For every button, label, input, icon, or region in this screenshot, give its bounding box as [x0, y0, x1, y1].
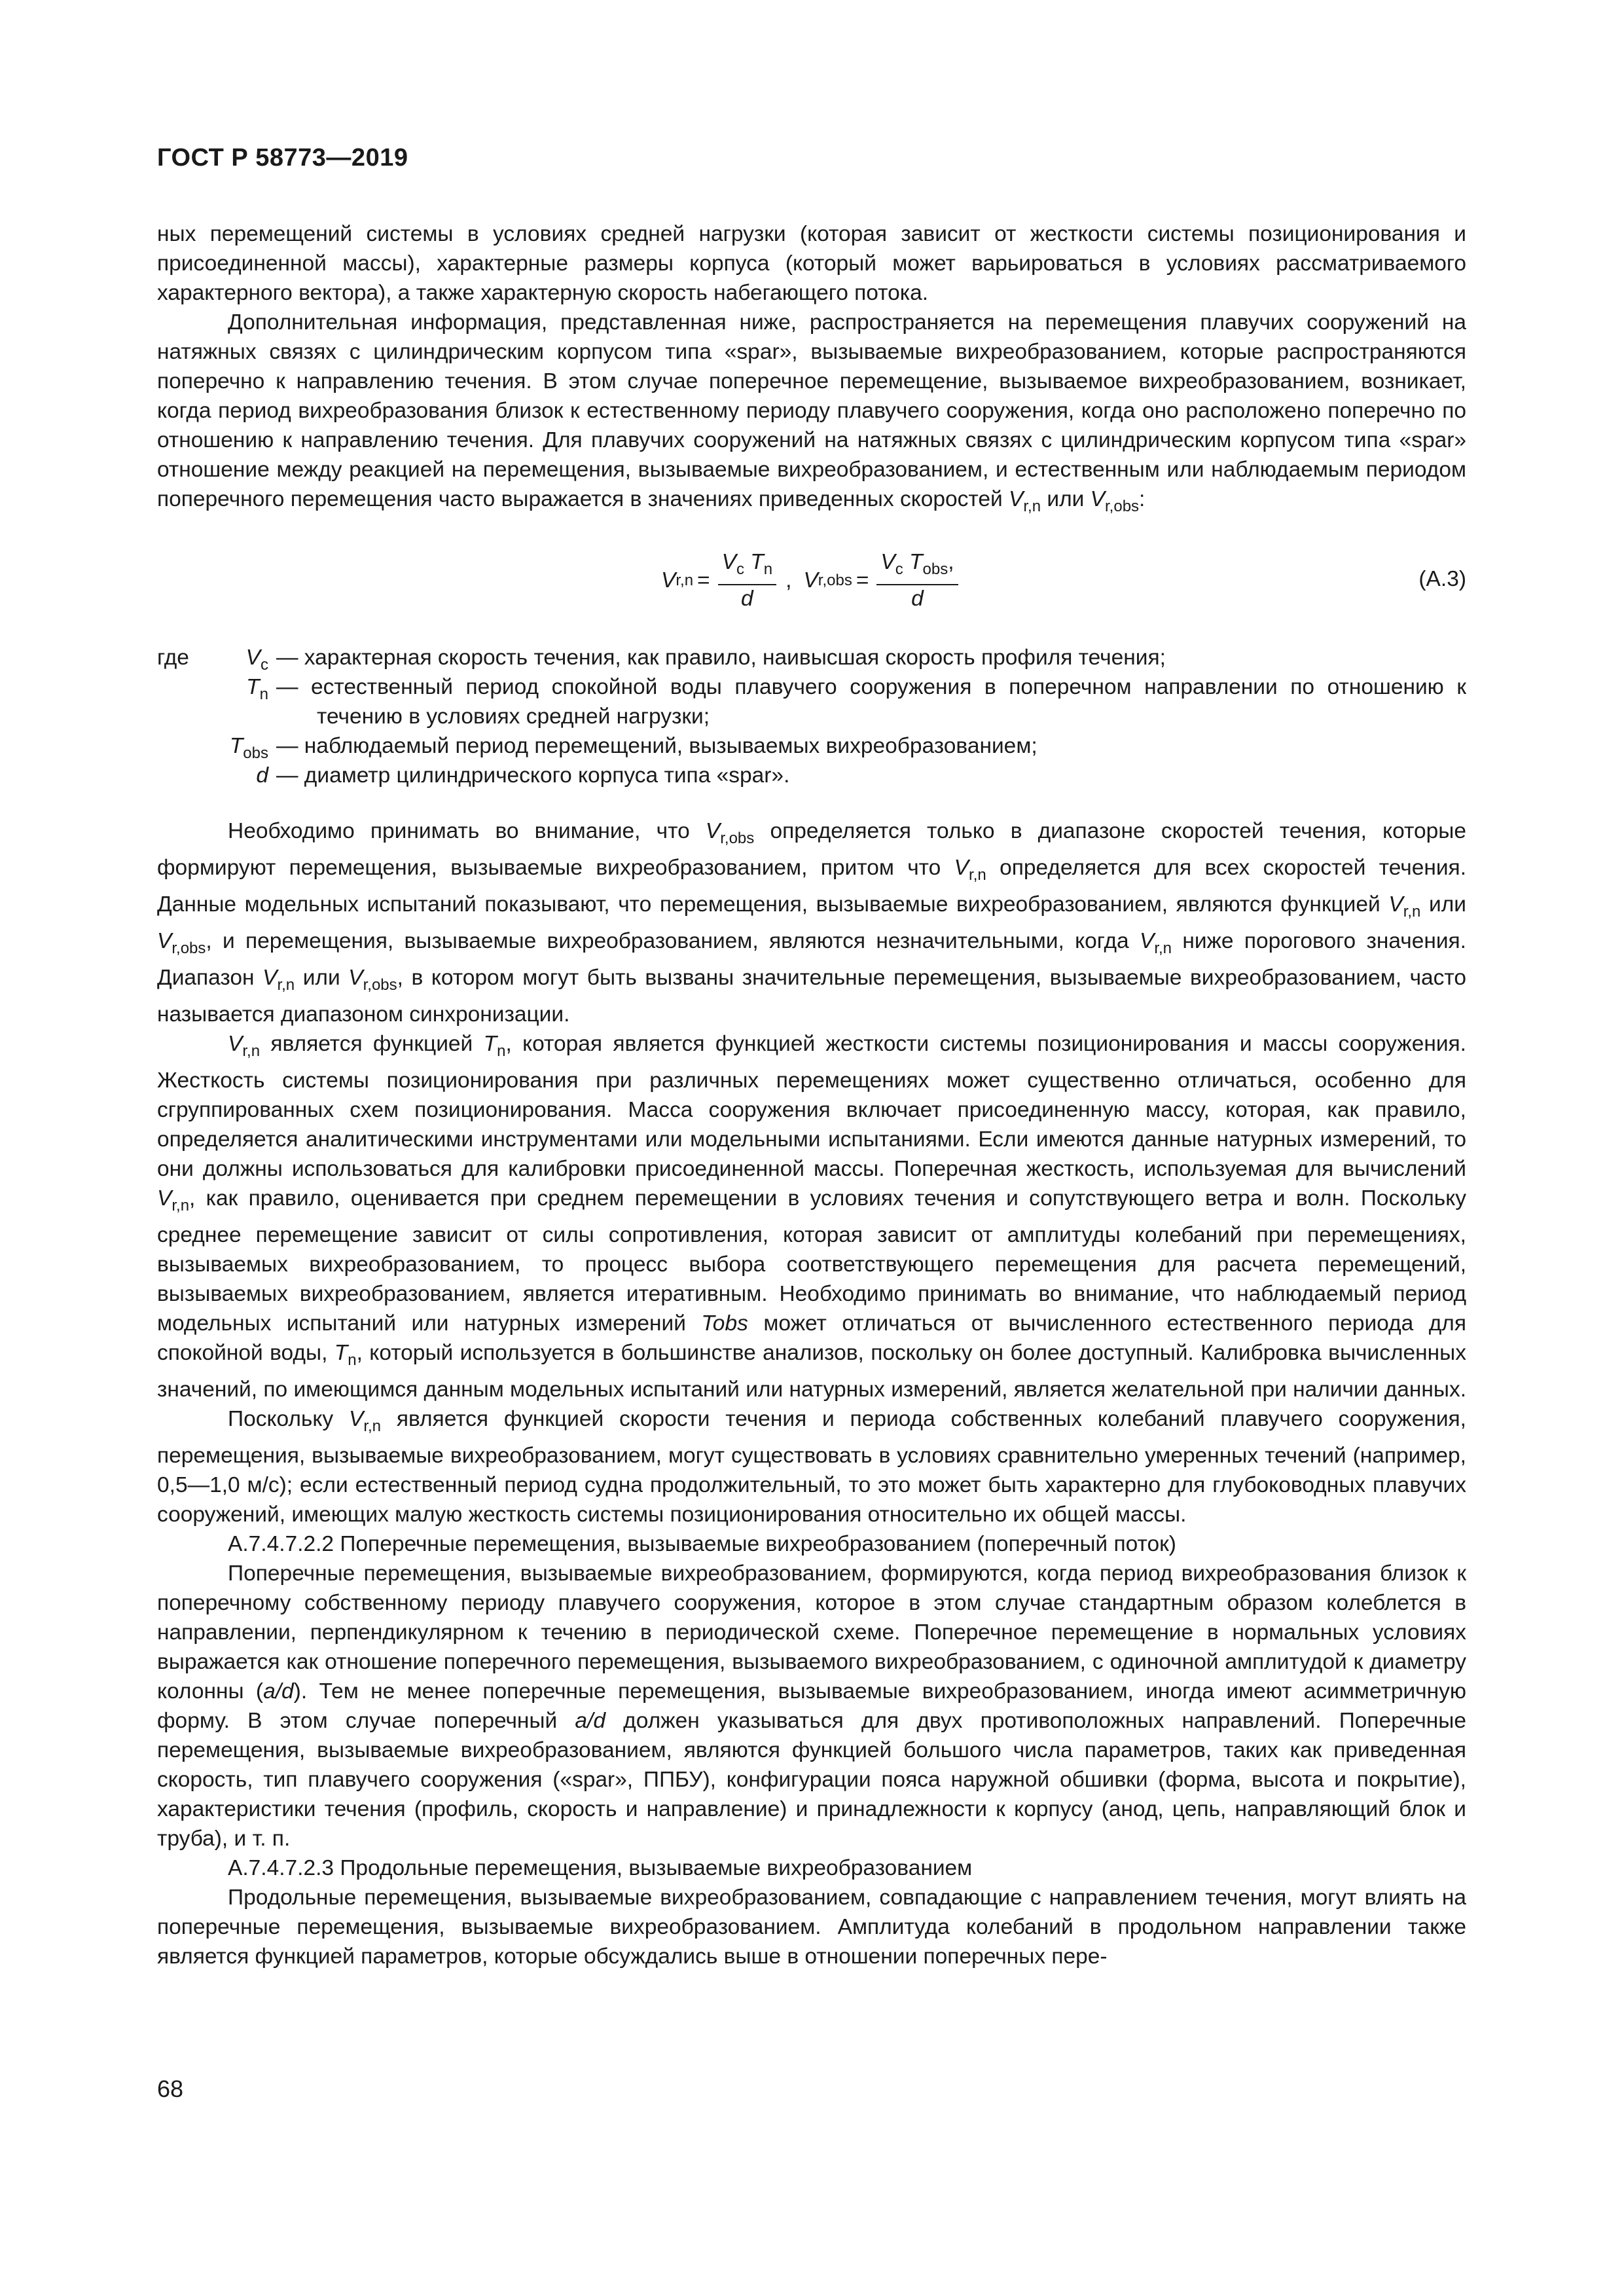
where-item: $T_n$ — естественный период спокойной воды плавучего сооружения в поперечном направлении по отношению к течению в условиях средней нагрузки;: [246, 675, 1466, 729]
fraction-rn: $\frac{V_c T_n}{d}$: [718, 549, 777, 613]
formula-number: (А.3): [1418, 567, 1466, 591]
formula-a3: [157, 545, 1466, 617]
document-header: ГОСТ Р 58773—2019: [157, 144, 408, 172]
where-item: $T_{obs}$ — наблюдаемый период перемещений, вызываемых вихреобразованием;: [229, 734, 1038, 762]
section-heading-a747222: А.7.4.7.2.2 Поперечные перемещения, вызываемые вихреобразованием (поперечный поток): [228, 1532, 1176, 1556]
paragraph-5: Поскольку $V_{r,n}$ является функцией скорости течения и периода собственных колебаний плавучего сооружения, перемещения, вызываемые вихреобразованием, могут существовать в условиях сравнительно умеренных течений (например, 0,5—1,0 м/с); если естественный период судна продолжительный, то это может быть характерно для глубоководных плавучих сооружений, имеющих малую жесткость системы позиционирования относительно их общей массы.: [157, 1407, 1466, 1527]
section-heading-a747223: А.7.4.7.2.3 Продольные перемещения, вызываемые вихреобразованием: [228, 1856, 973, 1880]
fraction-robs: $\frac{V_c T_{obs},}{d}$: [876, 549, 958, 613]
paragraph-6: Поперечные перемещения, вызываемые вихреобразованием, формируются, когда период вихреобразования близок к поперечному собственному периоду плавучего сооружения, которое в этом случае стандартным образом колеблется в направлении, перпендикулярном к течению в периодической схеме. Поперечное перемещение в нормальных условиях выражается как отношение поперечного перемещения, вызываемого вихреобразованием, с одиночной амплитудой к диаметру колонны (a/d). Тем не менее поперечные перемещения, вызываемые вихреобразованием, иногда имеют асимметричную форму. В этом случае поперечный a/d должен указываться для двух противоположных направлений. Поперечные перемещения, вызываемые вихреобразованием, являются функцией большого числа параметров, таких как приведенная скорость, тип плавучего сооружения («spar», ППБУ), конфигурации пояса наружной обшивки (форма, высота и покрытие), характеристики течения (профиль, скорость и направление) и принадлежности к корпусу (анод, цепь, направляющий блок и труба), и т. п.: [157, 1561, 1466, 1851]
where-list: [157, 643, 1466, 790]
page-number: 68: [157, 2075, 184, 2102]
paragraph-7: Продольные перемещения, вызываемые вихреобразованием, совпадающие с направлением течения, могут влиять на поперечные перемещения, вызываемые вихреобразованием. Амплитуда колебаний в продольном направлении также является функцией параметров, которые обсуждались выше в отношении поперечных пере-: [157, 1886, 1466, 1969]
document-page: [157, 144, 1466, 1971]
where-item: d — диаметр цилиндрического корпуса типа «spar».: [256, 763, 790, 788]
where-item: где $V_c$ — характерная скорость течения, как правило, наивысшая скорость профиля течения;: [157, 646, 1166, 674]
formula-expression: V r,n = $\frac{V_c T_n}{d}$ , V r,obs = $\frac{V_c T_{obs},}{d}$: [661, 545, 962, 617]
paragraph-2: Дополнительная информация, представленная ниже, распространяется на перемещения плавучих сооружений на натяжных связях с цилиндрическим корпусом типа «spar», вызываемые вихреобразованием, которые распространяются поперечно к направлению течения. В этом случае поперечное перемещение, вызываемое вихреобразованием, возникает, когда период вихреобразования близок к естественному периоду плавучего сооружения, когда оно расположено поперечно по отношению к направлению течения. Для плавучих сооружений на натяжных связях с цилиндрическим корпусом типа «spar» отношение между реакцией на перемещения, вызываемые вихреобразованием, и естественным или наблюдаемым периодом поперечного перемещения часто выражается в значениях приведенных скоростей $V_{r,n}$ или $V_{r,obs}$:: [157, 310, 1466, 515]
paragraph-4: $V_{r,n}$ является функцией $T_n$, которая является функцией жесткости системы позиционирования и массы сооружения. Жесткость системы позиционирования при различных перемещениях может существенно отличаться, особенно для сгруппированных схем позиционирования. Масса сооружения включает присоединенную массу, которая, как правило, определяется аналитическими инструментами или модельными испытаниями. Если имеются данные натурных измерений, то они должны использоваться для калибровки присоединенной массы. Поперечная жесткость, используемая для вычислений $V_{r,n}$, как правило, оценивается при среднем перемещении в условиях течения и сопутствующего ветра и волн. Поскольку среднее перемещение зависит от силы сопротивления, которая зависит от амплитуды колебаний при перемещениях, вызываемых вихреобразованием, то процесс выбора соответствующего перемещения для расчета перемещений, вызываемых вихреобразованием, является итеративным. Необходимо принимать во внимание, что наблюдаемый период модельных испытаний или натурных измерений Tobs может отличаться от вычисленного естественного периода для спокойной воды, $T_n$, который используется в большинстве анализов, поскольку он более доступный. Калибровка вычисленных значений, по имеющимся данным модельных испытаний или натурных измерений, является желательной при наличии данных.: [157, 1032, 1467, 1402]
paragraph-3: Необходимо принимать во внимание, что $V_{r,obs}$ определяется только в диапазоне скоростей течения, которые формируют перемещения, вызываемые вихреобразованием, притом что $V_{r,n}$ определяется для всех скоростей течения. Данные модельных испытаний показывают, что перемещения, вызываемые вихреобразованием, являются функцией $V_{r,n}$ или $V_{r,obs}$, и перемещения, вызываемые вихреобразованием, являются незначительными, когда $V_{r,n}$ ниже порогового значения. Диапазон $V_{r,n}$ или $V_{r,obs}$, в котором могут быть вызваны значительные перемещения, вызываемые вихреобразованием, часто называется диапазоном синхронизации.: [157, 819, 1467, 1027]
paragraph-1: ных перемещений системы в условиях средней нагрузки (которая зависит от жесткости системы позиционирования и присоединенной массы), характерные размеры корпуса (который может варьироваться в условиях рассматриваемого характерного вектора), а также характерную скорость набегающего потока.: [157, 222, 1466, 305]
